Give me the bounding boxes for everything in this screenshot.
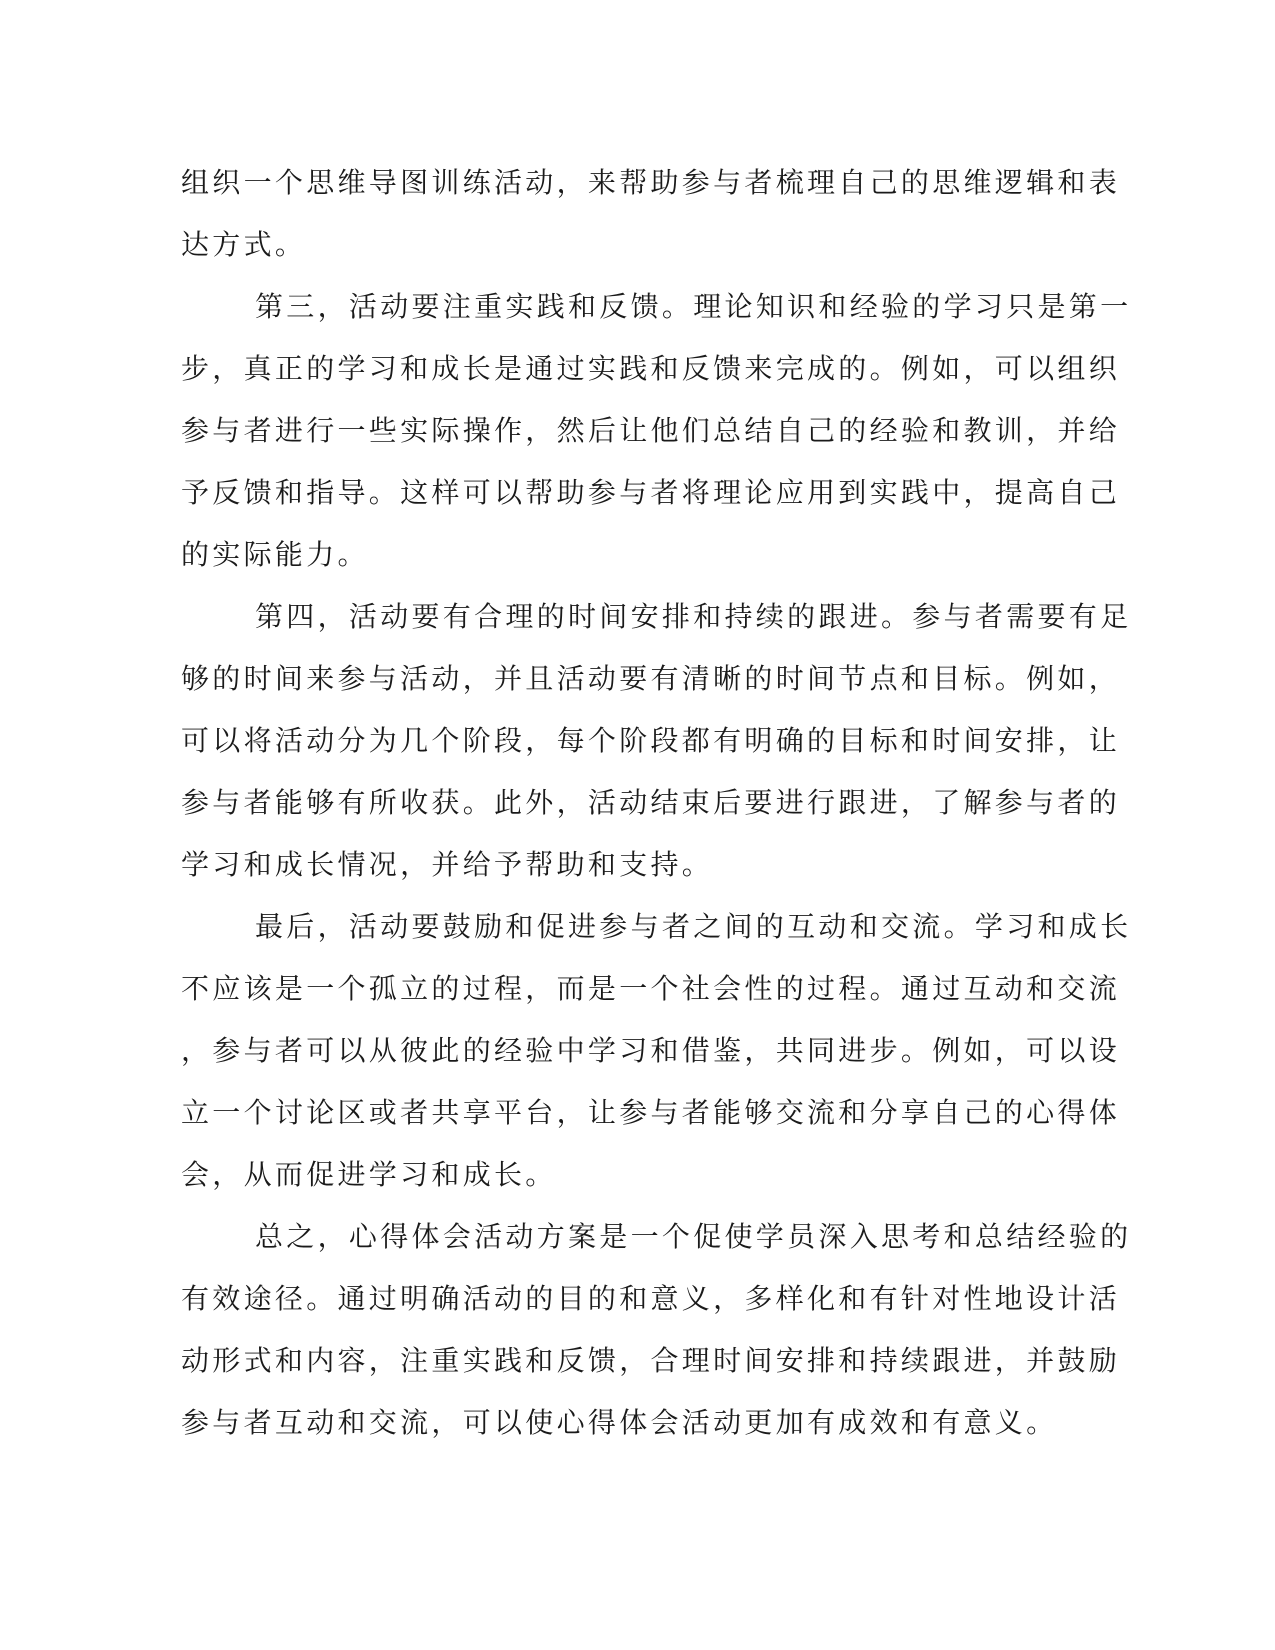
text-line: 组织一个思维导图训练活动，来帮助参与者梳理自己的思维逻辑和表 [181, 166, 1121, 199]
text-line: 予反馈和指导。这样可以帮助参与者将理论应用到实践中，提高自己 [181, 476, 1121, 509]
text-line: 立一个讨论区或者共享平台，让参与者能够交流和分享自己的心得体 [181, 1096, 1121, 1129]
text-line: 步，真正的学习和成长是通过实践和反馈来完成的。例如，可以组织 [181, 352, 1121, 385]
text-line: 可以将活动分为几个阶段，每个阶段都有明确的目标和时间安排，让 [181, 724, 1121, 757]
paragraph [181, 901, 1132, 1211]
paragraph [181, 281, 1132, 591]
document-body [181, 157, 1132, 1459]
text-line: 的实际能力。 [181, 538, 369, 571]
text-line: ，参与者可以从彼此的经验中学习和借鉴，共同进步。例如，可以设 [181, 1034, 1121, 1067]
text-line: 有效途径。通过明确活动的目的和意义，多样化和有针对性地设计活 [181, 1282, 1121, 1315]
text-line: 总之，心得体会活动方案是一个促使学员深入思考和总结经验的 [255, 1220, 1132, 1253]
paragraph [181, 591, 1132, 901]
text-line: 学习和成长情况，并给予帮助和支持。 [181, 848, 714, 881]
text-line: 第三，活动要注重实践和反馈。理论知识和经验的学习只是第一 [255, 290, 1132, 323]
text-line: 最后，活动要鼓励和促进参与者之间的互动和交流。学习和成长 [255, 910, 1132, 943]
text-line: 动形式和内容，注重实践和反馈，合理时间安排和持续跟进，并鼓励 [181, 1344, 1121, 1377]
text-line: 不应该是一个孤立的过程，而是一个社会性的过程。通过互动和交流 [181, 972, 1121, 1005]
text-line: 参与者互动和交流，可以使心得体会活动更加有成效和有意义。 [181, 1406, 1058, 1439]
text-line: 参与者能够有所收获。此外，活动结束后要进行跟进，了解参与者的 [181, 786, 1121, 819]
paragraph [181, 157, 1121, 281]
text-line: 会，从而促进学习和成长。 [181, 1158, 557, 1191]
text-line: 参与者进行一些实际操作，然后让他们总结自己的经验和教训，并给 [181, 414, 1121, 447]
text-line: 够的时间来参与活动，并且活动要有清晰的时间节点和目标。例如， [181, 662, 1121, 695]
text-line: 达方式。 [181, 228, 307, 261]
paragraph [181, 1211, 1132, 1459]
text-line: 第四，活动要有合理的时间安排和持续的跟进。参与者需要有足 [255, 600, 1132, 633]
